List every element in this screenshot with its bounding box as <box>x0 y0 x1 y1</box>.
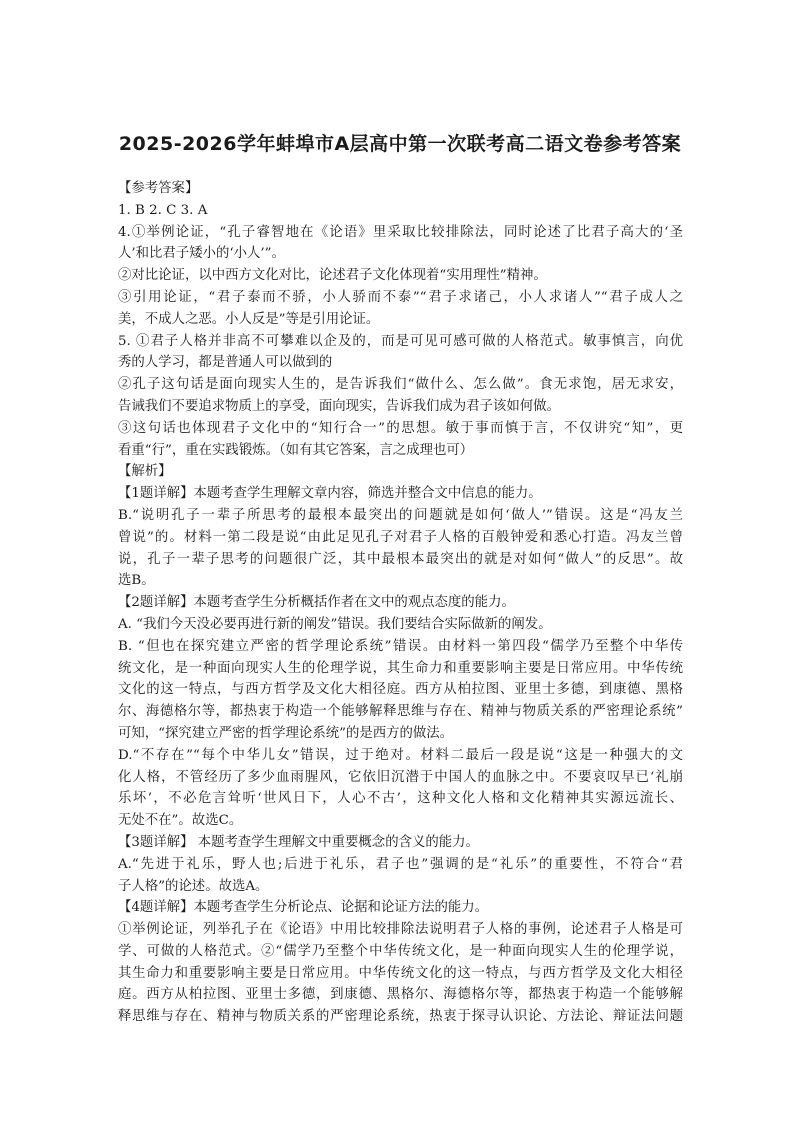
text-line: 文化的这一特点，与西方哲学及文化大相径庭。西方从柏拉图、亚里士多德，到康德、黑格 <box>118 682 683 698</box>
text-line: 无处不在”。故选C。 <box>118 813 243 829</box>
text-line: 告诫我们不要追求物质上的享受，面向现实，告诉我们成为君子该如何做。 <box>118 398 560 414</box>
text-line: D.“不存在”“每个中华儿女”错误，过于绝对。材料二最后一段是说“这是一种强大的文 <box>118 747 683 763</box>
text-line: A.“先进于礼乐，野人也;后进于礼乐，君子也”强调的是“礼乐”的重要性，不符合“君 <box>118 856 683 872</box>
text-line: 【2题详解】本题考查学生分析概括作者在文中的观点态度的能力。 <box>118 595 515 611</box>
text-line: 其生命力和重要影响主要是日常应用。中华传统文化的这一特点，与西方哲学及文化大相径 <box>118 965 683 981</box>
text-line: 人’和比君子矮小的‘小人’”。 <box>118 246 285 262</box>
text-line: 释思维与存在、精神与物质关系的严密理论系统，热衷于探寻认识论、方法论、辩证法问题 <box>118 1009 683 1025</box>
text-line: 统文化，是一种面向现实人生的伦理学说，其生命力和重要影响主要是日常应用。中华传统 <box>118 660 683 676</box>
text-line: 庭。西方从柏拉图、亚里士多德，到康德、黑格尔、海德格尔等，都热衷于构造一个能够解 <box>118 987 683 1003</box>
text-line: 【1题详解】本题考查学生理解文章内容，筛选并整合文中信息的能力。 <box>118 486 542 502</box>
text-line: ②对比论证，以中西方文化对比，论述君子文化体现着“实用理性”精神。 <box>118 268 547 284</box>
text-line: 学、可做的人格范式。②“儒学乃至整个中华传统文化，是一种面向现实人生的伦理学说， <box>118 943 683 959</box>
answer-content <box>118 178 683 1028</box>
text-line: 【3题详解】 本题考查学生理解文中重要概念的含义的能力。 <box>118 834 479 850</box>
text-line: 看重“行”，重在实践锻炼。（如有其它答案，言之成理也可） <box>118 442 474 458</box>
text-line: 曾说”的。材料一第二段是说“由此足见孔子对君子人格的百般钟爱和悉心打造。冯友兰曾 <box>118 529 683 545</box>
text-line: ③这句话也体现君子文化中的“知行合一”的思想。敏于事而慎于言，不仅讲究“知”，更 <box>118 420 683 436</box>
text-line: 化人格，不管经历了多少血雨腥风，它依旧沉潜于中国人的血脉之中。不要哀叹早已‘礼崩 <box>118 769 683 785</box>
text-line: B. “但也在探究建立严密的哲学理论系统”错误。由材料一第四段“儒学乃至整个中华传 <box>118 638 683 654</box>
text-line: B.“说明孔子一辈子所思考的最根本最突出的问题就是如何‘做人’”错误。这是“冯友兰 <box>118 507 683 523</box>
text-line: 秀的人学习，都是普通人可以做到的 <box>118 355 333 371</box>
text-line: 选B。 <box>118 573 155 589</box>
text-line: 可知，“探究建立严密的哲学理论系统”的是西方的做法。 <box>118 725 454 741</box>
text-line: 子人格”的论述。故选A。 <box>118 878 269 894</box>
text-line: 5. ①君子人格并非高不可攀难以企及的，而是可见可感可做的人格范式。敏事慎言，向优 <box>118 333 683 349</box>
text-line: ①举例论证，列举孔子在《论语》中用比较排除法说明君子人格的事例，论述君子人格是可 <box>118 922 683 938</box>
text-line: 1. B 2. C 3. A <box>118 202 208 218</box>
text-line: ②孔子这句话是面向现实人生的，是告诉我们“做什么、怎么做”。食无求饱，居无求安， <box>118 377 683 393</box>
text-line: 尔、海德格尔等，都热衷于构造一个能够解释思维与存在、精神与物质关系的严密理论系统” <box>118 704 683 720</box>
text-line: 乐坏’，不必危言耸听‘世风日下，人心不古’，这种文化人格和文化精神其实源远流长、 <box>118 791 683 807</box>
text-line: 说，孔子一辈子思考的问题很广泛，其中最根本最突出的就是对如何“做人”的反思”。故 <box>118 551 683 567</box>
text-line: A. “我们今天没必要再进行新的阐发”错误。我们要结合实际做新的阐发。 <box>118 616 552 632</box>
text-line: 美，不成人之恶。小人反是”等是引用论证。 <box>118 311 380 327</box>
document-title: 2025-2026学年蚌埠市A层高中第一次联考高二语文卷参考答案 <box>118 133 682 155</box>
text-line: 【解析】 <box>118 464 172 480</box>
text-line: 【4题详解】本题考查学生分析论点、论据和论证方法的能力。 <box>118 900 489 916</box>
text-line: 4.①举例论证，“孔子睿智地在《论语》里采取比较排除法，同时论述了比君子高大的‘圣 <box>118 224 683 240</box>
text-line: ③引用论证，“君子泰而不骄，小人骄而不泰”“君子求诸己，小人求诸人”“君子成人之 <box>118 289 683 305</box>
text-line: 【参考答案】 <box>118 181 199 196</box>
